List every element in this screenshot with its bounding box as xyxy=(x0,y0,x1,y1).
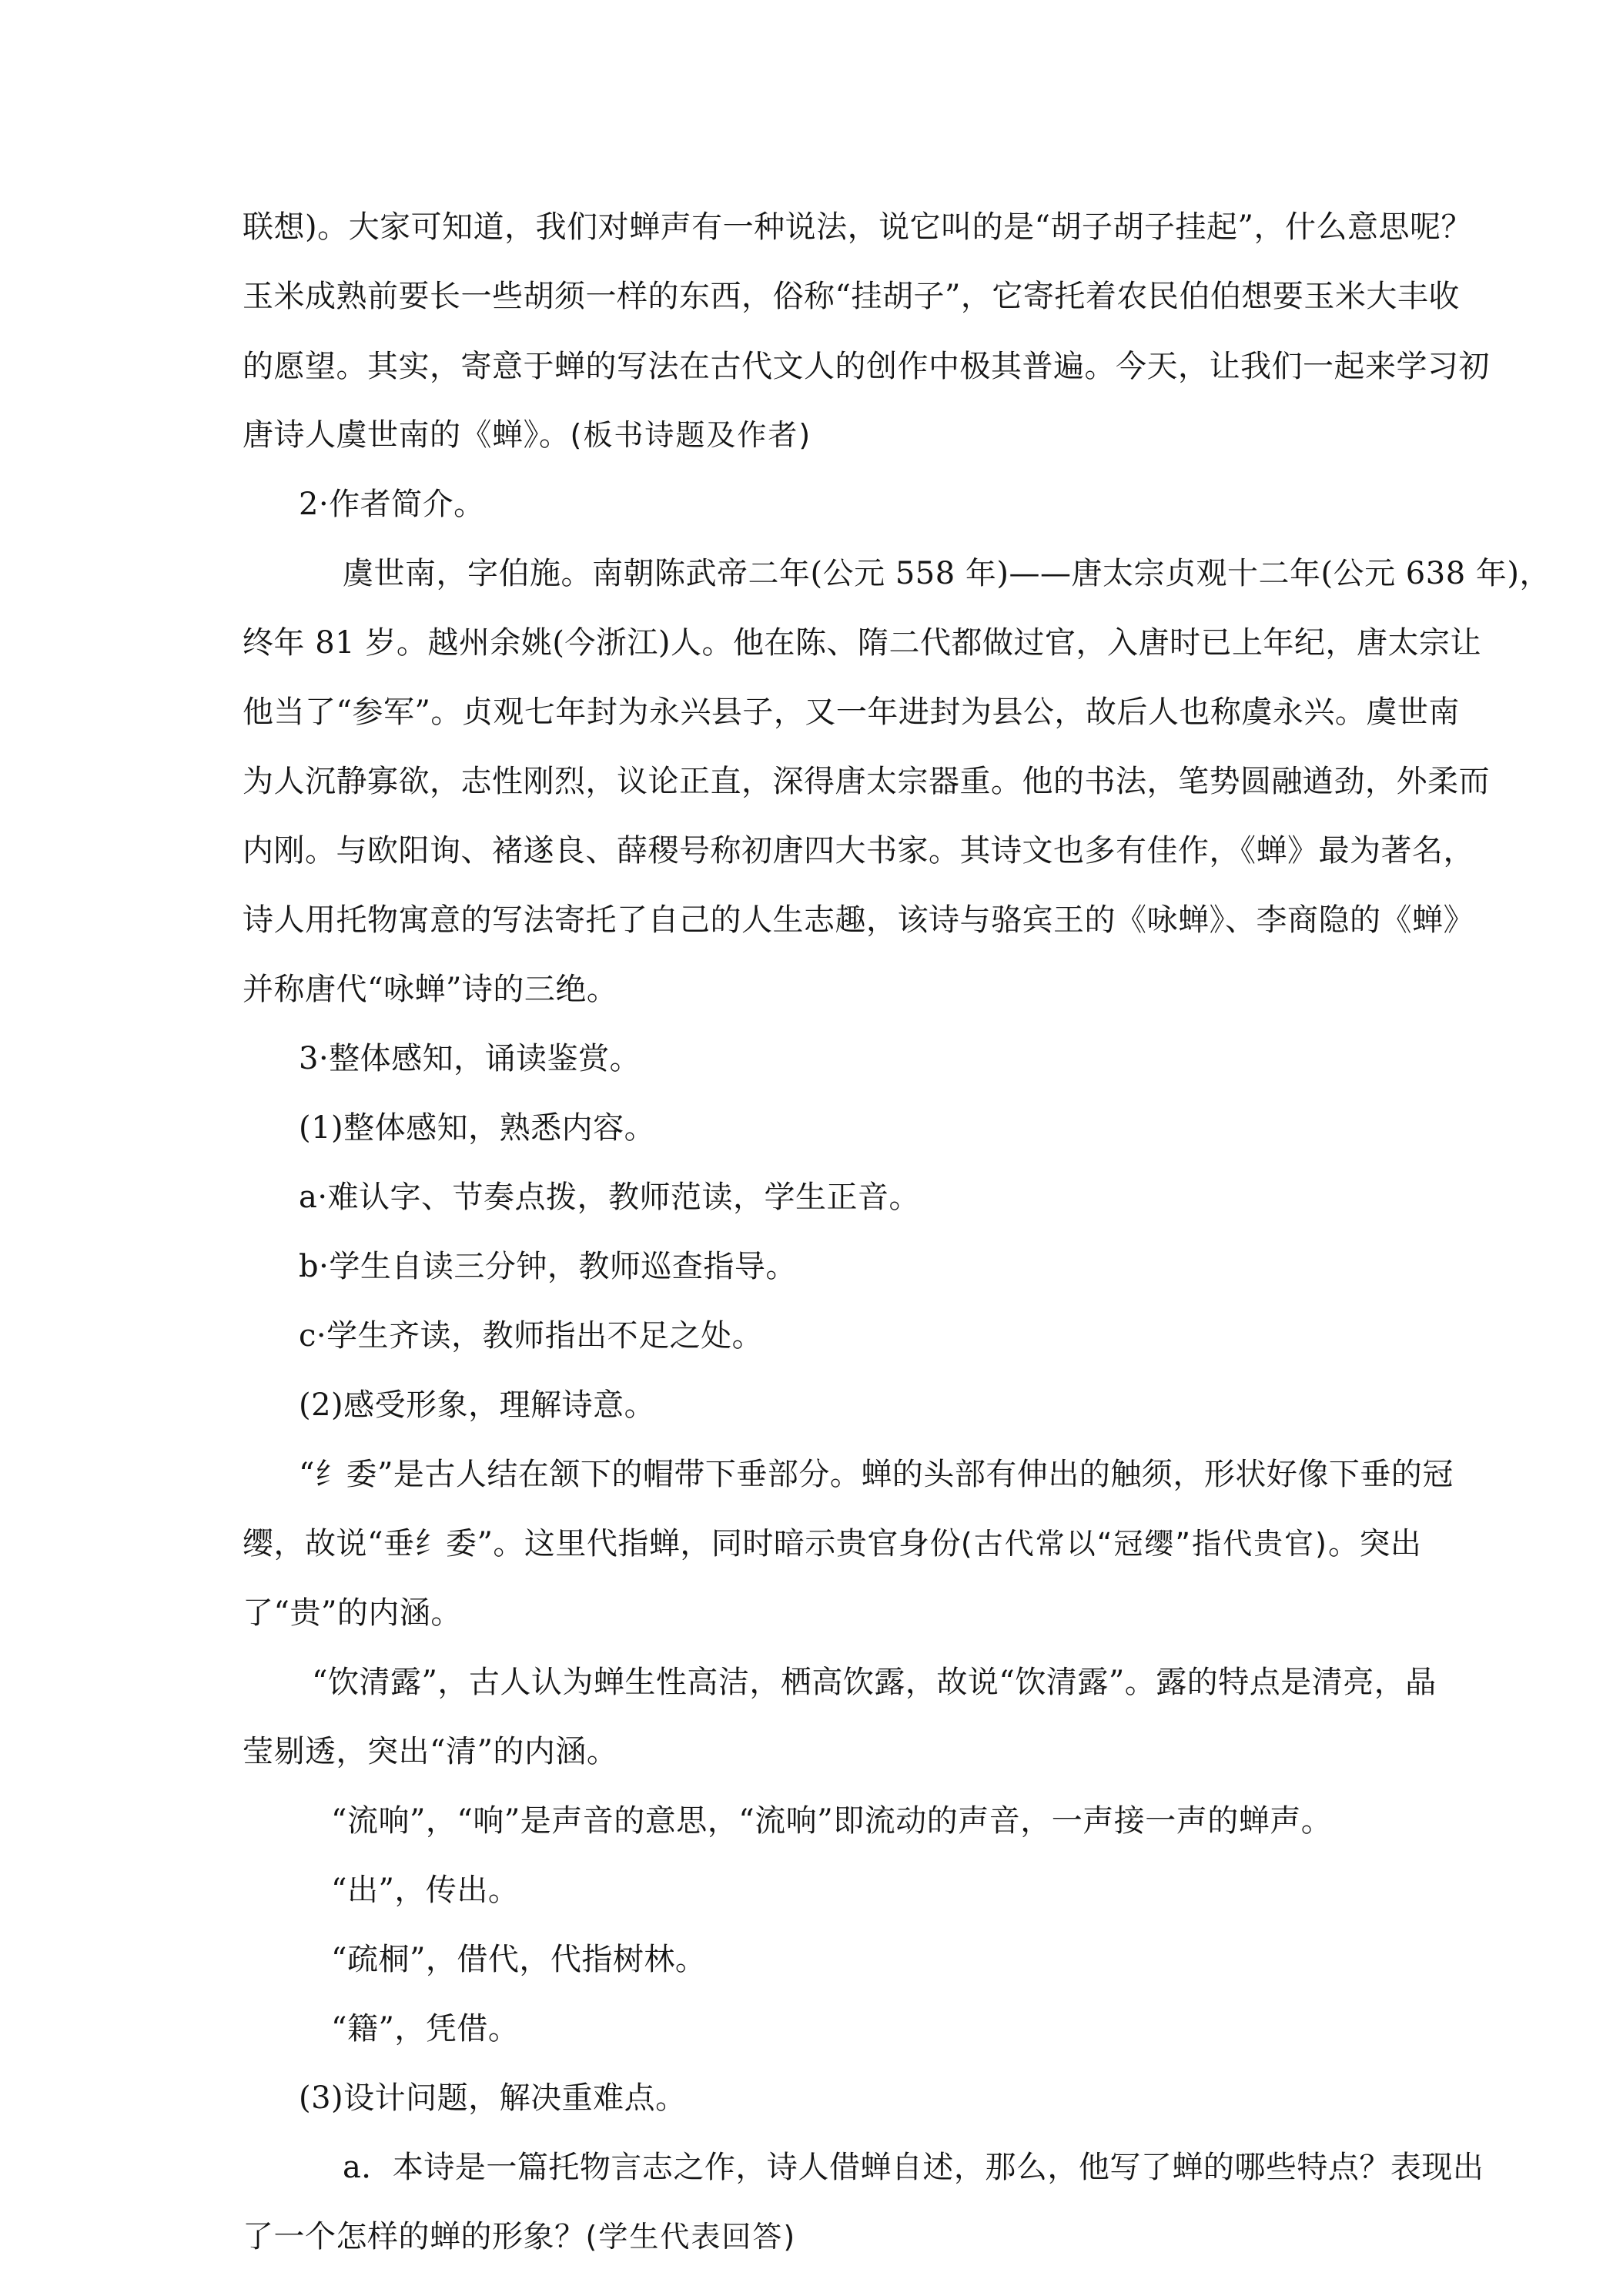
author-line-4: 为人沉静寡欲，志性刚烈，议论正直，深得唐太宗器重。他的书法，笔势圆融遒劲，外柔而 xyxy=(243,764,1490,799)
section-3-heading: 3·整体感知，诵读鉴赏。 xyxy=(299,1041,641,1076)
author-line-6: 诗人用托物寓意的写法寄托了自己的人生志趣，该诗与骆宾王的《咏蝉》、李商隐的《蝉》 xyxy=(243,902,1474,938)
question-a-line-1: a．本诗是一篇托物言志之作，诗人借蝉自述，那么，他写了蝉的哪些特点？表现出 xyxy=(343,2150,1484,2185)
definition-ji: “籍”，凭借。 xyxy=(331,2011,520,2047)
author-line-2: 终年 81 岁。越州余姚(今浙江)人。他在陈、隋二代都做过官，入唐时已上年纪，唐太宗让 xyxy=(243,625,1482,661)
explanation-1-line-3: 了“贵”的内涵。 xyxy=(243,1595,462,1631)
question-a-line-2-text: 了一个怎样的蝉的形象？ xyxy=(243,2219,586,2254)
subsection-1: (1)整体感知，熟悉内容。 xyxy=(299,1110,656,1146)
intro-line-3: 的愿望。其实，寄意于蝉的写法在古代文人的创作中极其普遍。今天，让我们一起来学习初 xyxy=(243,349,1490,384)
subsection-2: (2)感受形象，理解诗意。 xyxy=(299,1387,656,1423)
explanation-2-line-2: 莹剔透，突出“清”的内涵。 xyxy=(243,1734,618,1769)
question-a-line-2-note: (学生代表回答) xyxy=(585,2220,797,2254)
explanation-1-line-2-text: 缨，故说“垂纟委”。这里代指蝉，同时暗示贵官身份 xyxy=(243,1526,961,1561)
intro-line-4-note: (板书诗题及作者) xyxy=(570,418,812,452)
intro-line-2: 玉米成熟前要长一些胡须一样的东西，俗称“挂胡子”，它寄托着农民伯伯想要玉米大丰收 xyxy=(243,279,1460,314)
intro-line-1: 联想)。大家可知道，我们对蝉声有一种说法，说它叫的是“胡子胡子挂起”，什么意思呢？ xyxy=(243,209,1473,245)
author-line-3: 他当了“参军”。贞观七年封为永兴县子，又一年进封为县公，故后人也称虞永兴。虞世南 xyxy=(243,694,1460,730)
definition-chu: “出”，传出。 xyxy=(331,1873,520,1908)
explanation-1-line-2 xyxy=(243,1525,1421,1563)
item-b: b·学生自读三分钟，教师巡查指导。 xyxy=(299,1249,797,1284)
explanation-1-line-1: “纟委”是古人结在颔下的帽带下垂部分。蝉的头部有伸出的触须，形状好像下垂的冠 xyxy=(299,1457,1454,1492)
explanation-1-line-2-note: (古代常以“冠缨”指代贵官) xyxy=(960,1527,1328,1561)
section-2-heading: 2·作者简介。 xyxy=(299,487,485,522)
definition-shutong: “疏桐”，借代，代指树林。 xyxy=(331,1942,707,1977)
subsection-3: (3)设计问题，解决重难点。 xyxy=(299,2080,687,2116)
intro-line-4 xyxy=(243,416,812,454)
explanation-2-line-1: “饮清露”，古人认为蝉生性高洁，栖高饮露，故说“饮清露”。露的特点是清亮，晶 xyxy=(312,1665,1437,1700)
author-line-7: 并称唐代“咏蝉”诗的三绝。 xyxy=(243,972,618,1007)
explanation-1-line-2-end: 。突出 xyxy=(1327,1526,1422,1561)
intro-line-4-text: 唐诗人虞世南的《蝉》。 xyxy=(243,417,571,453)
question-a-line-2 xyxy=(243,2217,796,2256)
author-line-5: 内刚。与欧阳询、褚遂良、薛稷号称初唐四大书家。其诗文也多有佳作，《蝉》最为著名， xyxy=(243,833,1474,869)
item-c: c·学生齐读，教师指出不足之处。 xyxy=(299,1318,764,1354)
item-a: a·难认字、节奏点拨，教师范读，学生正音。 xyxy=(299,1180,921,1215)
author-line-1: 虞世南，字伯施。南朝陈武帝二年(公元 558 年)——唐太宗贞观十二年(公元 638 年)， xyxy=(343,556,1551,591)
definition-liuxiang: “流响”，“响”是声音的意思，“流响”即流动的声音，一声接一声的蝉声。 xyxy=(331,1803,1333,1839)
